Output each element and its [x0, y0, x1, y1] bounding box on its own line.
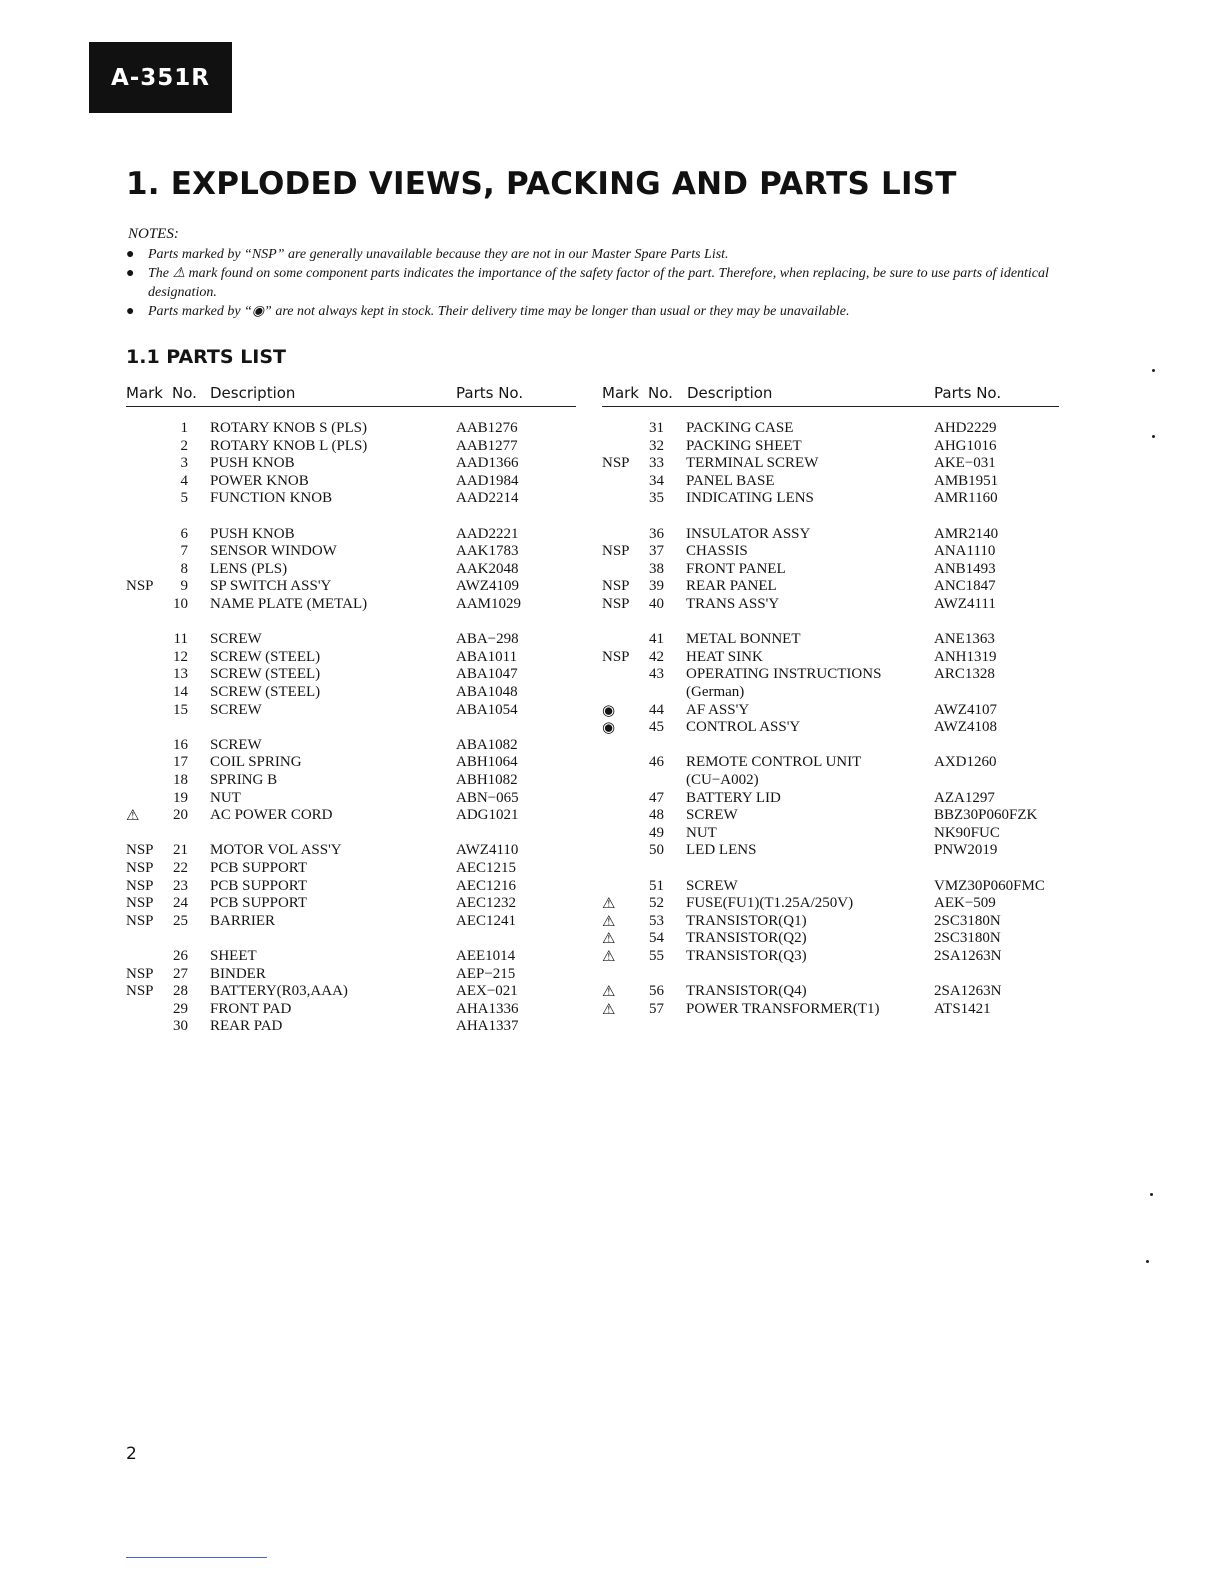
no-cell: 1	[180, 420, 188, 436]
description-cell: FRONT PANEL	[686, 560, 786, 577]
description-cell: FUSE(FU1)(T1.25A/250V)	[686, 895, 854, 912]
parts-no-cell: ABH1064	[456, 754, 518, 771]
parts-row	[126, 489, 596, 507]
description-cell: (CU−A002)	[686, 772, 759, 788]
parts-row	[126, 419, 596, 437]
description-cell: SCREW	[210, 631, 262, 648]
no-cell: 17	[173, 754, 188, 771]
no-cell: 51	[649, 877, 664, 894]
parts-no-cell: 2SA1263N	[934, 948, 1002, 964]
parts-no-cell: AZA1297	[934, 789, 995, 806]
parts-no-cell: AMB1951	[934, 472, 999, 489]
no-cell: 7	[180, 543, 188, 560]
column-header-no: No.	[648, 384, 673, 402]
no-cell: 41	[649, 631, 664, 648]
no-cell: 21	[173, 842, 188, 859]
description-cell: ROTARY KNOB L (PLS)	[210, 437, 368, 454]
description-cell: LED LENS	[686, 842, 757, 859]
parts-row	[126, 1017, 596, 1035]
parts-row	[126, 736, 596, 754]
section-heading: 1.1 PARTS LIST	[126, 346, 287, 368]
description-cell: (German)	[686, 684, 745, 700]
parts-no-cell: ADG1021	[456, 807, 519, 824]
scan-speck	[1146, 1260, 1149, 1263]
parts-no-cell: AXD1260	[934, 754, 997, 771]
no-cell: 50	[649, 842, 664, 859]
parts-row	[126, 753, 596, 771]
no-cell: 19	[173, 789, 188, 806]
parts-no-cell: ABA1082	[456, 736, 518, 753]
description-cell: AC POWER CORD	[210, 807, 333, 824]
no-cell: 22	[173, 860, 188, 876]
description-cell: PCB SUPPORT	[210, 860, 308, 876]
description-cell: SPRING B	[210, 772, 278, 788]
description-cell: TRANSISTOR(Q1)	[686, 912, 807, 929]
description-cell: SCREW	[210, 736, 262, 753]
description-cell: SCREW (STEEL)	[210, 666, 321, 683]
description-cell: MOTOR VOL ASS'Y	[210, 842, 342, 859]
parts-row	[126, 912, 596, 930]
no-cell: 31	[649, 420, 664, 436]
parts-no-cell: AEC1215	[456, 860, 516, 876]
parts-no-cell: ABA1011	[456, 648, 518, 665]
no-cell: 14	[173, 684, 188, 700]
parts-row	[126, 806, 596, 824]
no-cell: 52	[649, 895, 664, 912]
no-cell: 36	[649, 525, 664, 542]
no-cell: 26	[173, 948, 188, 964]
parts-no-cell: AHA1337	[456, 1018, 519, 1035]
no-cell: 2	[180, 437, 188, 454]
parts-no-cell: AAD2214	[456, 490, 519, 507]
parts-row	[602, 912, 1072, 930]
mark-cell: ◉	[602, 700, 616, 719]
parts-no-cell: ABA−298	[456, 631, 519, 648]
parts-row	[602, 525, 1072, 543]
description-cell: TERMINAL SCREW	[686, 455, 819, 472]
parts-no-cell: AEC1232	[456, 895, 516, 912]
description-cell: HEAT SINK	[686, 648, 763, 665]
parts-row	[126, 630, 596, 648]
no-cell: 45	[649, 719, 664, 736]
description-cell: NUT	[686, 824, 717, 841]
parts-no-cell: AAD2221	[456, 525, 519, 542]
no-cell: 11	[173, 631, 188, 648]
parts-row	[602, 595, 1072, 613]
parts-row	[602, 472, 1072, 490]
description-cell: ROTARY KNOB S (PLS)	[210, 420, 368, 436]
description-cell: LENS (PLS)	[210, 560, 288, 577]
parts-no-cell: AAK2048	[456, 560, 519, 577]
no-cell: 23	[173, 877, 188, 894]
parts-no-cell: AEP−215	[456, 965, 516, 982]
bullet-icon: ●	[126, 247, 135, 262]
parts-no-cell: AAD1984	[456, 472, 519, 489]
mark-cell: ⚠	[602, 999, 616, 1018]
note-text: The ⚠ mark found on some component parts indicates the importance of the safety factor of the part. Therefore, when replacing, be sure to use parts of identical designation.	[148, 266, 1049, 300]
description-cell: SCREW	[686, 807, 738, 824]
parts-row	[126, 577, 596, 595]
no-cell: 30	[173, 1018, 188, 1035]
mark-cell: ⚠	[602, 929, 616, 948]
parts-no-cell: ABA1047	[456, 666, 518, 683]
parts-no-cell: ABN−065	[456, 789, 519, 806]
parts-no-cell: 2SA1263N	[934, 983, 1002, 1000]
description-cell: SCREW (STEEL)	[210, 648, 321, 665]
note-item	[126, 264, 1066, 302]
mark-cell: NSP	[126, 877, 154, 894]
no-cell: 54	[649, 930, 664, 947]
parts-row	[126, 965, 596, 983]
no-cell: 24	[173, 895, 188, 912]
parts-no-cell: ABH1082	[456, 772, 518, 788]
mark-cell: ⚠	[602, 894, 616, 913]
scan-speck	[1152, 435, 1155, 438]
description-cell: COIL SPRING	[210, 754, 302, 771]
note-item	[126, 302, 1066, 321]
parts-row	[602, 454, 1072, 472]
mark-cell: NSP	[602, 596, 630, 612]
parts-no-cell: ANH1319	[934, 648, 997, 665]
parts-row	[602, 577, 1072, 595]
no-cell: 53	[649, 912, 664, 929]
mark-cell: ⚠	[602, 911, 616, 930]
no-cell: 35	[649, 490, 664, 507]
parts-no-cell: ARC1328	[934, 666, 995, 683]
column-header-parts-no: Parts No.	[934, 384, 1002, 402]
mark-cell: NSP	[602, 648, 630, 665]
parts-no-cell: ATS1421	[934, 1000, 991, 1017]
parts-no-cell: AAB1276	[456, 420, 518, 436]
notes-heading: NOTES:	[128, 226, 179, 242]
parts-row	[126, 683, 596, 701]
mark-cell: NSP	[126, 842, 154, 859]
no-cell: 10	[173, 596, 188, 612]
description-cell: NAME PLATE (METAL)	[210, 596, 368, 612]
description-cell: OPERATING INSTRUCTIONS	[686, 666, 882, 683]
no-cell: 38	[649, 560, 664, 577]
no-cell: 39	[649, 578, 664, 595]
description-cell: INDICATING LENS	[686, 490, 814, 507]
parts-no-cell: PNW2019	[934, 842, 998, 859]
parts-no-cell: AAK1783	[456, 543, 519, 560]
parts-row	[602, 929, 1072, 947]
parts-row	[126, 437, 596, 455]
parts-row	[126, 542, 596, 560]
no-cell: 12	[173, 648, 188, 665]
parts-no-cell: AEK−509	[934, 895, 996, 912]
parts-row	[126, 648, 596, 666]
parts-no-cell: AWZ4111	[934, 596, 996, 612]
description-cell: BATTERY LID	[686, 789, 781, 806]
description-cell: SCREW (STEEL)	[210, 684, 321, 700]
parts-row	[602, 947, 1072, 965]
parts-row	[602, 701, 1072, 719]
no-cell: 47	[649, 789, 664, 806]
mark-cell: NSP	[126, 912, 154, 929]
parts-no-cell: AWZ4108	[934, 719, 997, 736]
footer-rule	[126, 1557, 267, 1558]
description-cell: PUSH KNOB	[210, 455, 295, 472]
column-header-description: Description	[210, 384, 296, 402]
description-cell: INSULATOR ASSY	[686, 525, 811, 542]
description-cell: NUT	[210, 789, 241, 806]
description-cell: TRANS ASS'Y	[686, 596, 780, 612]
mark-cell: NSP	[126, 578, 154, 595]
parts-row	[126, 841, 596, 859]
column-header-parts-no: Parts No.	[456, 384, 524, 402]
parts-no-cell: ABA1048	[456, 684, 518, 700]
no-cell: 32	[649, 437, 664, 454]
mark-cell: NSP	[126, 895, 154, 912]
parts-row	[126, 982, 596, 1000]
parts-row	[602, 648, 1072, 666]
no-cell: 55	[649, 948, 664, 964]
parts-row	[602, 489, 1072, 507]
no-cell: 43	[649, 666, 664, 683]
parts-row	[126, 454, 596, 472]
mark-cell: ◉	[602, 718, 616, 737]
no-cell: 28	[173, 983, 188, 1000]
parts-row	[126, 665, 596, 683]
parts-no-cell: AAM1029	[456, 596, 522, 612]
description-cell: BATTERY(R03,AAA)	[210, 983, 348, 1000]
parts-no-cell: ANB1493	[934, 560, 996, 577]
no-cell: 48	[649, 807, 664, 824]
parts-row	[602, 630, 1072, 648]
parts-row	[126, 1000, 596, 1018]
description-cell: FUNCTION KNOB	[210, 490, 333, 507]
no-cell: 56	[649, 983, 664, 1000]
page-title: 1. EXPLODED VIEWS, PACKING AND PARTS LIST	[126, 166, 957, 202]
description-cell: REAR PANEL	[686, 578, 777, 595]
parts-row	[126, 701, 596, 719]
parts-row	[126, 560, 596, 578]
parts-no-cell: 2SC3180N	[934, 912, 1001, 929]
column-header-no: No.	[172, 384, 197, 402]
description-cell: SP SWITCH ASS'Y	[210, 578, 332, 595]
mark-cell: NSP	[602, 455, 630, 472]
description-cell: SCREW	[210, 701, 262, 718]
parts-no-cell: 2SC3180N	[934, 930, 1001, 947]
parts-row	[126, 525, 596, 543]
mark-cell: NSP	[126, 965, 154, 982]
no-cell: 34	[649, 472, 664, 489]
description-cell: TRANSISTOR(Q4)	[686, 983, 807, 1000]
no-cell: 3	[180, 455, 188, 472]
mark-cell: ⚠	[126, 806, 140, 825]
parts-no-cell: AWZ4109	[456, 578, 519, 595]
parts-row	[602, 789, 1072, 807]
no-cell: 6	[180, 525, 188, 542]
no-cell: 16	[173, 736, 188, 753]
parts-row	[602, 982, 1072, 1000]
parts-row	[126, 859, 596, 877]
page-number: 2	[126, 1444, 137, 1464]
parts-row	[126, 894, 596, 912]
parts-row	[602, 824, 1072, 842]
notes-list	[126, 245, 1066, 321]
no-cell: 40	[649, 596, 664, 612]
parts-no-cell: AEX−021	[456, 983, 518, 1000]
no-cell: 18	[173, 772, 188, 788]
parts-no-cell: AHA1336	[456, 1000, 519, 1017]
parts-row	[602, 877, 1072, 895]
parts-row	[602, 1000, 1072, 1018]
no-cell: 8	[180, 560, 188, 577]
parts-no-cell: NK90FUC	[934, 824, 1000, 841]
description-cell: CONTROL ASS'Y	[686, 719, 801, 736]
no-cell: 4	[180, 472, 188, 489]
parts-no-cell: ANA1110	[934, 543, 996, 560]
mark-cell: NSP	[602, 543, 630, 560]
table-header-left	[126, 384, 576, 407]
no-cell: 27	[173, 965, 188, 982]
note-item	[126, 245, 1066, 264]
description-cell: PANEL BASE	[686, 472, 775, 489]
parts-row	[126, 947, 596, 965]
note-text: Parts marked by “◉” are not always kept in stock. Their delivery time may be longer than usual or they may be unavailable.	[148, 304, 850, 319]
no-cell: 33	[649, 455, 664, 472]
parts-row	[602, 753, 1072, 771]
scan-speck	[1152, 369, 1155, 372]
parts-no-cell: AHG1016	[934, 437, 997, 454]
note-text: Parts marked by “NSP” are generally unavailable because they are not in our Master Spare Parts List.	[148, 247, 729, 262]
parts-no-cell: AAB1277	[456, 437, 518, 454]
no-cell: 9	[180, 578, 188, 595]
column-header-description: Description	[687, 384, 773, 402]
description-cell: PACKING SHEET	[686, 437, 802, 454]
description-cell: SHEET	[210, 948, 257, 964]
description-cell: TRANSISTOR(Q3)	[686, 948, 807, 964]
description-cell: AF ASS'Y	[686, 701, 750, 718]
description-cell: SENSOR WINDOW	[210, 543, 337, 560]
model-badge: A-351R	[89, 42, 232, 113]
mark-cell: NSP	[126, 983, 154, 1000]
parts-row	[602, 894, 1072, 912]
no-cell: 42	[649, 648, 664, 665]
parts-no-cell: AEC1241	[456, 912, 516, 929]
column-header-mark: Mark	[602, 384, 639, 402]
parts-row	[602, 560, 1072, 578]
parts-row	[602, 841, 1072, 859]
bullet-icon: ●	[126, 266, 135, 281]
parts-no-cell: AEE1014	[456, 948, 516, 964]
description-cell: BINDER	[210, 965, 266, 982]
description-cell: POWER TRANSFORMER(T1)	[686, 1000, 880, 1017]
no-cell: 5	[180, 490, 188, 507]
parts-row	[602, 665, 1072, 683]
parts-row	[602, 806, 1072, 824]
table-header-right	[602, 384, 1059, 407]
no-cell: 44	[649, 701, 664, 718]
description-cell: PCB SUPPORT	[210, 877, 308, 894]
parts-no-cell: AMR1160	[934, 490, 998, 507]
parts-row	[602, 542, 1072, 560]
description-cell: CHASSIS	[686, 543, 748, 560]
no-cell: 49	[649, 824, 664, 841]
mark-cell: NSP	[602, 578, 630, 595]
no-cell: 13	[173, 666, 188, 683]
parts-row	[602, 718, 1072, 736]
parts-row	[126, 472, 596, 490]
bullet-icon: ●	[126, 304, 135, 319]
no-cell: 46	[649, 754, 664, 771]
description-cell: PUSH KNOB	[210, 525, 295, 542]
column-header-mark: Mark	[126, 384, 163, 402]
parts-row	[126, 771, 596, 789]
no-cell: 15	[173, 701, 188, 718]
mark-cell: ⚠	[602, 982, 616, 1001]
description-cell: SCREW	[686, 877, 738, 894]
parts-no-cell: ANE1363	[934, 631, 995, 648]
parts-no-cell: ABA1054	[456, 701, 518, 718]
parts-no-cell: AAD1366	[456, 455, 519, 472]
parts-row	[126, 789, 596, 807]
parts-no-cell: ANC1847	[934, 578, 996, 595]
parts-no-cell: AWZ4107	[934, 701, 997, 718]
no-cell: 29	[173, 1000, 188, 1017]
description-cell: REAR PAD	[210, 1018, 283, 1035]
no-cell: 25	[173, 912, 188, 929]
no-cell: 37	[649, 543, 664, 560]
mark-cell: ⚠	[602, 947, 616, 965]
description-cell: BARRIER	[210, 912, 276, 929]
parts-row	[126, 877, 596, 895]
description-cell: PACKING CASE	[686, 420, 794, 436]
parts-row	[126, 595, 596, 613]
mark-cell: NSP	[126, 860, 154, 876]
parts-no-cell: AEC1216	[456, 877, 516, 894]
no-cell: 57	[649, 1000, 664, 1017]
scan-speck	[1150, 1193, 1153, 1196]
description-cell: PCB SUPPORT	[210, 895, 308, 912]
parts-no-cell: AKE−031	[934, 455, 996, 472]
description-cell: FRONT PAD	[210, 1000, 292, 1017]
parts-row	[602, 419, 1072, 437]
parts-no-cell: VMZ30P060FMC	[934, 877, 1045, 894]
no-cell: 20	[173, 807, 188, 824]
parts-no-cell: AWZ4110	[456, 842, 519, 859]
description-cell: POWER KNOB	[210, 472, 309, 489]
parts-no-cell: AHD2229	[934, 420, 997, 436]
parts-row	[602, 437, 1072, 455]
description-cell: REMOTE CONTROL UNIT	[686, 754, 862, 771]
description-cell: TRANSISTOR(Q2)	[686, 930, 807, 947]
parts-no-cell: AMR2140	[934, 525, 999, 542]
parts-no-cell: BBZ30P060FZK	[934, 807, 1038, 824]
description-cell: METAL BONNET	[686, 631, 801, 648]
